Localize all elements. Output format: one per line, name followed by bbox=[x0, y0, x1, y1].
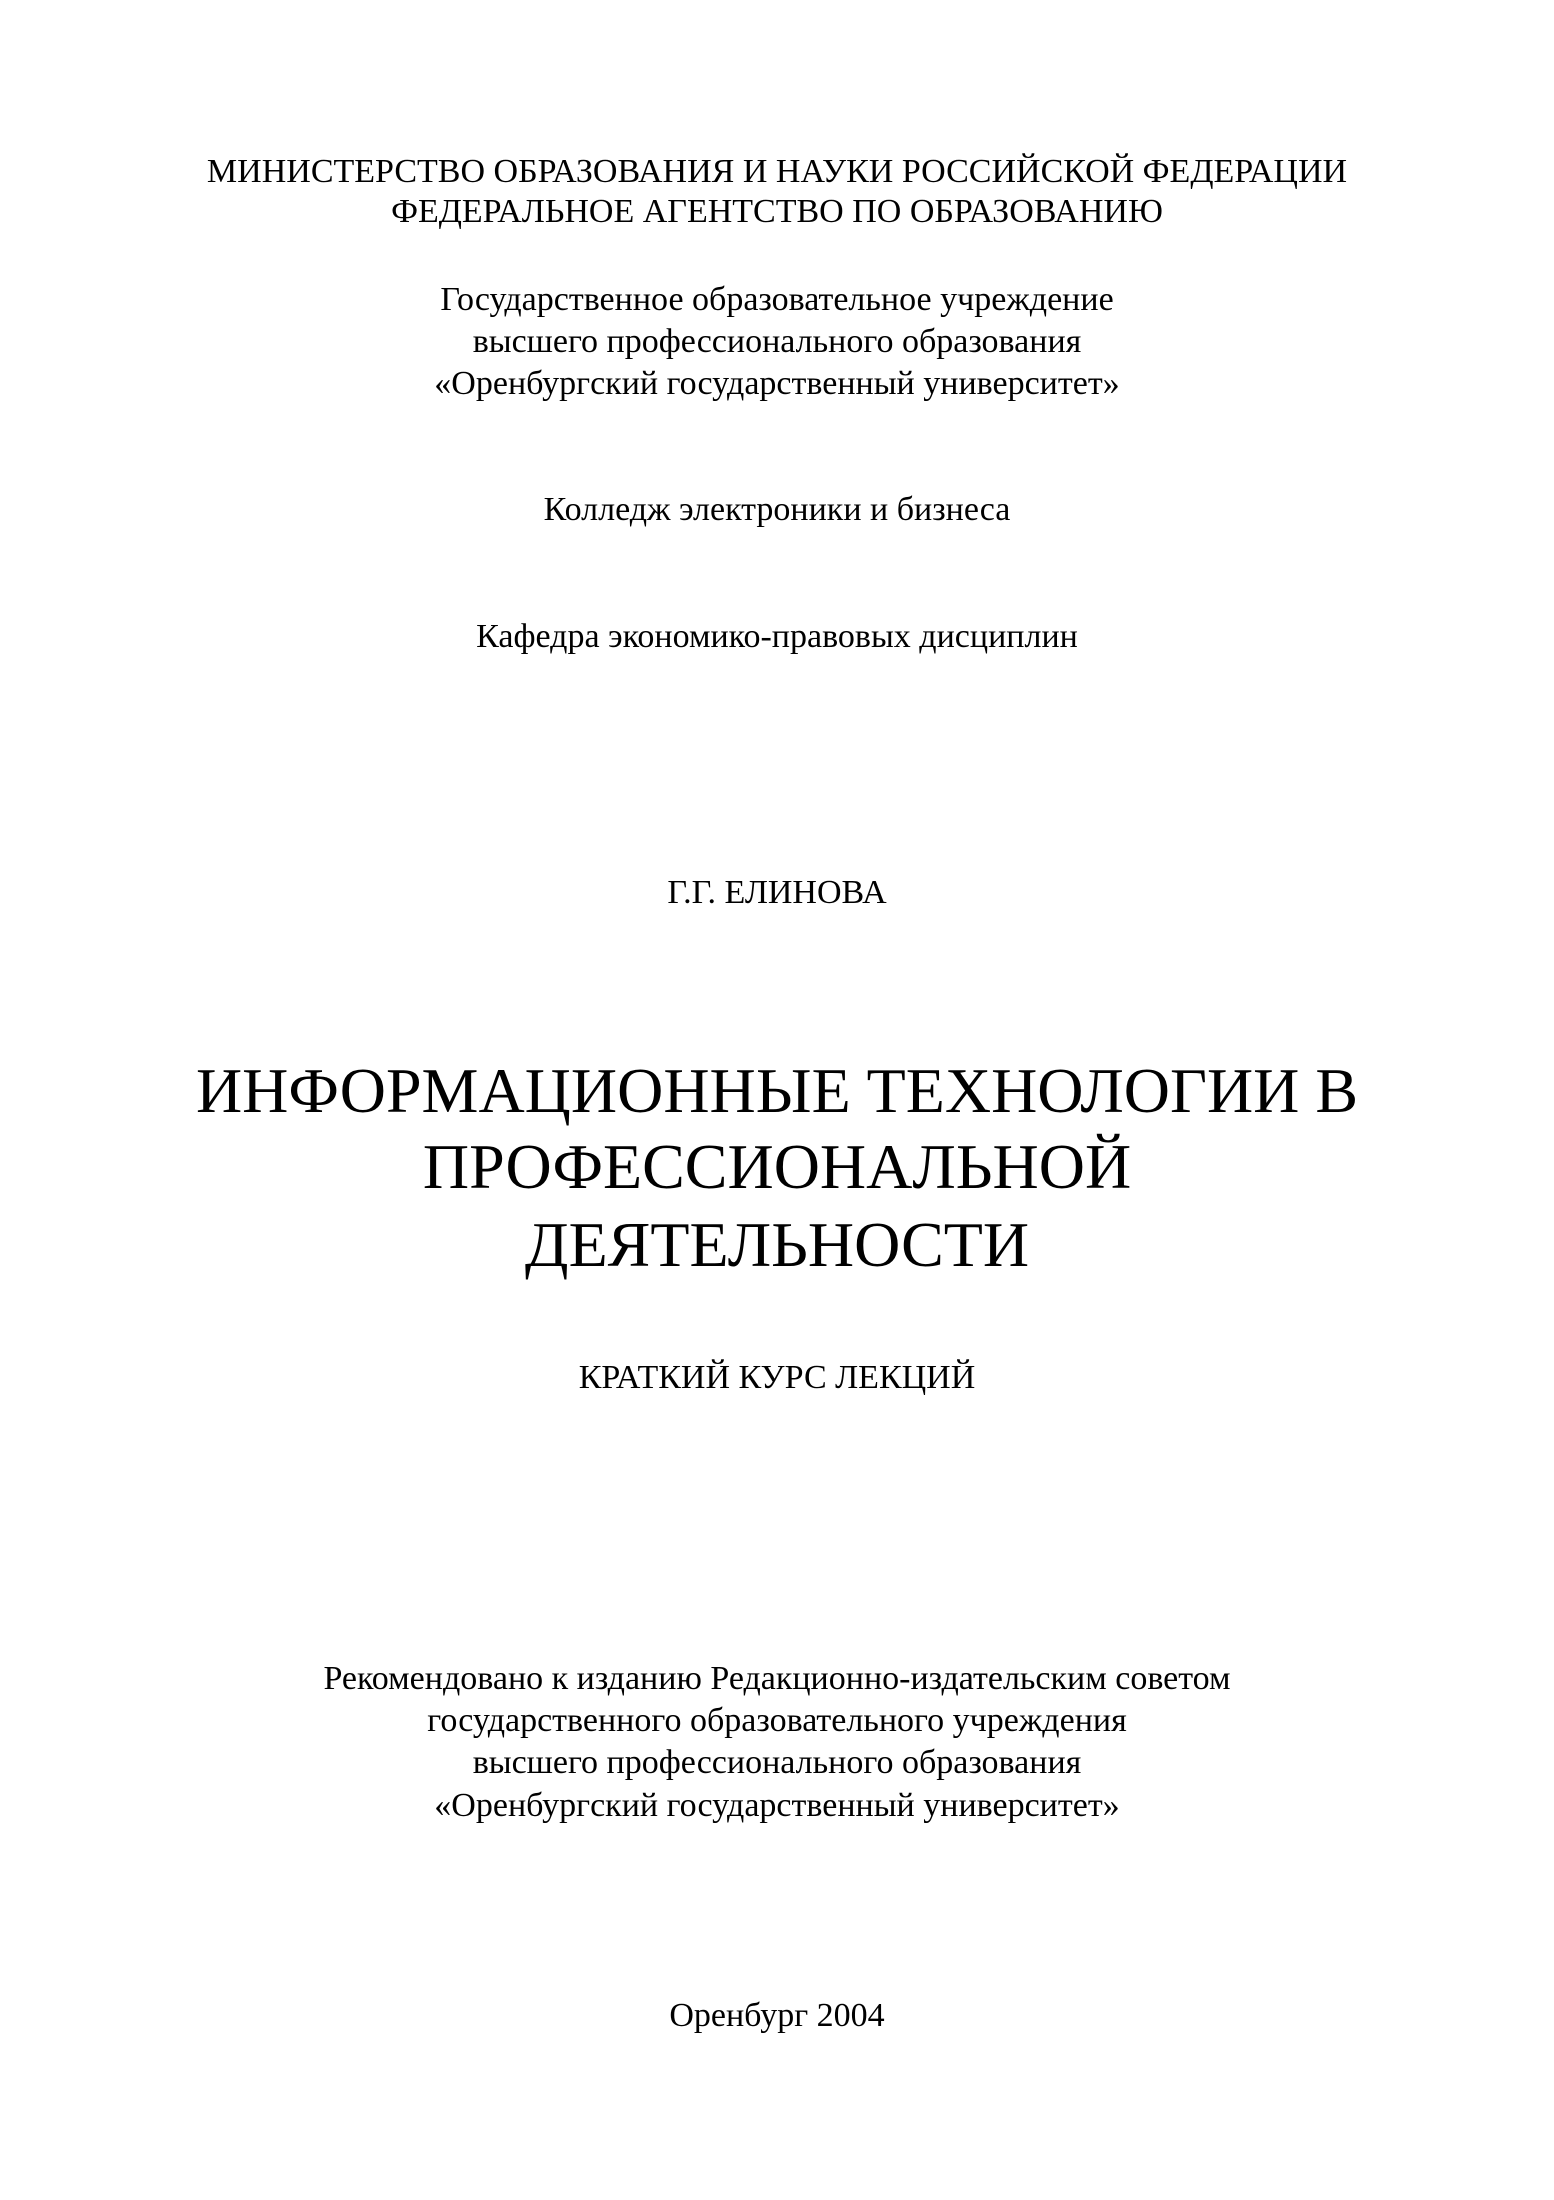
institution-line: Государственное образовательное учреждение bbox=[440, 281, 1114, 318]
imprint-city-year: Оренбург 2004 bbox=[669, 1997, 885, 2034]
agency-heading: ФЕДЕРАЛЬНОЕ АГЕНТСТВО ПО ОБРАЗОВАНИЮ bbox=[391, 193, 1163, 230]
recommendation-line: высшего профессионального образования bbox=[472, 1744, 1082, 1781]
institution-line: высшего профессионального образования bbox=[472, 323, 1082, 360]
institution-line: «Оренбургский государственный университет» bbox=[434, 365, 1120, 402]
document-subtitle: КРАТКИЙ КУРС ЛЕКЦИЙ bbox=[578, 1359, 976, 1396]
document-title-line: ПРОФЕССИОНАЛЬНОЙ bbox=[422, 1131, 1132, 1202]
document-title-line: ДЕЯТЕЛЬНОСТИ bbox=[524, 1209, 1030, 1280]
document-title-line: ИНФОРМАЦИОННЫЕ ТЕХНОЛОГИИ В bbox=[195, 1055, 1359, 1126]
ministry-heading: МИНИСТЕРСТВО ОБРАЗОВАНИЯ И НАУКИ РОССИЙСКОЙ ФЕДЕРАЦИИ bbox=[206, 153, 1348, 190]
recommendation-line: Рекомендовано к изданию Редакционно-издательским советом bbox=[323, 1660, 1231, 1697]
recommendation-line: государственного образовательного учреждения bbox=[427, 1702, 1127, 1739]
department-name: Кафедра экономико-правовых дисциплин bbox=[476, 618, 1078, 655]
college-name: Колледж электроники и бизнеса bbox=[543, 491, 1011, 528]
recommendation-line: «Оренбургский государственный университет» bbox=[434, 1787, 1120, 1824]
author-name: Г.Г. ЕЛИНОВА bbox=[667, 874, 887, 911]
